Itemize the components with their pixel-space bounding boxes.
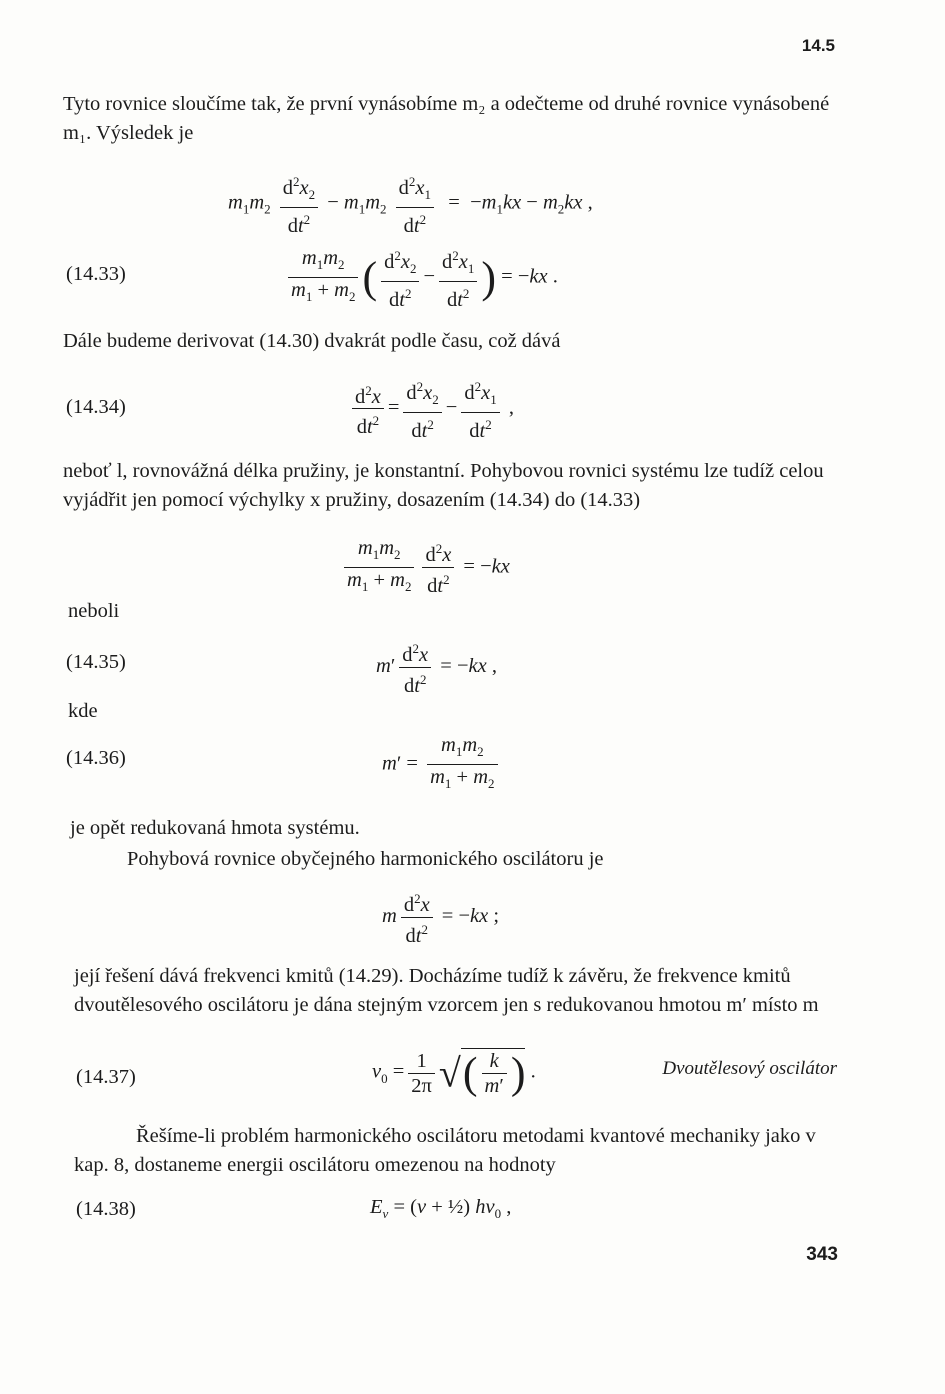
equation-harmonic-oscillator: m $\frac{d^2x}{dt^2}$ = −kx ; (382, 891, 500, 947)
margin-note: Dvoutělesový oscilátor (662, 1058, 837, 1079)
paragraph-intro: Tyto rovnice sloučíme tak, že první vynásobíme m₂ a odečteme od druhé rovnice vynásobené m₁. Výsledek je (63, 93, 830, 144)
equation-14-37: $\nu_0$ = $\frac{1}{2\pi}$ √( $\frac{k}{m'}$ ) . (372, 1048, 536, 1098)
equation-14-33: $\frac{m_1m_2}{m_1 + m_2}$ ( $\frac{d^2x_2}{dt^2}$ − $\frac{d^2x_1}{dt^2}$ ) = −kx . (284, 244, 558, 312)
label-kde: kde (68, 700, 98, 722)
equation-14-35: m′ $\frac{d^2x}{dt^2}$ = −kx , (376, 641, 497, 697)
equation-14-34: $\frac{d^2x}{dt^2}$ = $\frac{d^2x_2}{dt^2}$ − $\frac{d^2x_1}{dt^2}$ , (348, 375, 514, 443)
paragraph-derivation: Dále budeme derivovat (14.30) dvakrát podle času, což dává (63, 330, 561, 352)
paragraph-harmonic: Pohybová rovnice obyčejného harmonického oscilátoru je (127, 848, 604, 870)
page-number: 343 (806, 1244, 838, 1265)
paragraph-reduced-mass: je opět redukovaná hmota systému. (70, 817, 360, 839)
paragraph-quantum: Řešíme-li problém harmonického oscilátoru metodami kvantové mechaniky jako v kap. 8, dostaneme energii oscilátoru omezenou na hodnoty (74, 1125, 816, 1176)
paragraph-constant-length: neboť l, rovnovážná délka pružiny, je konstantní. Pohybovou rovnici systému lze tudíž celou vyjádřit jen pomocí výchylky x pružiny, dosazením (14.34) do (14.33) (63, 460, 824, 511)
equation-number-14-38: (14.38) (76, 1198, 136, 1220)
equation-number-14-37: (14.37) (76, 1066, 136, 1088)
paragraph-frequency: její řešení dává frekvenci kmitů (14.29). Docházíme tudíž k závěru, že frekvence kmitů dvoutělesového oscilátoru je dána stejným vzorcem jen s redukovanou hmotou m′ místo m (74, 965, 819, 1016)
section-number: 14.5 (801, 36, 835, 55)
equation-number-14-33: (14.33) (66, 263, 126, 285)
equation-number-14-35: (14.35) (66, 651, 126, 673)
equation-combined: $m_1m_2$ $\frac{d^2x_2}{dt^2}$ − $m_1m_2$ $\frac{d^2x_1}{dt^2}$ = $-m_1kx - m_2kx$ , (228, 174, 593, 237)
equation-14-36: m′ = $\frac{m_1m_2}{m_1 + m_2}$ (382, 733, 502, 796)
equation-number-14-34: (14.34) (66, 396, 126, 418)
equation-reduced-motion: $\frac{m_1m_2}{m_1 + m_2}$ $\frac{d^2x}{dt^2}$ = −kx (340, 536, 510, 599)
label-neboli: neboli (68, 600, 120, 622)
equation-14-38: $E_v = (v$ + ½) $h\nu_0$ , (370, 1196, 512, 1222)
equation-number-14-36: (14.36) (66, 747, 126, 769)
